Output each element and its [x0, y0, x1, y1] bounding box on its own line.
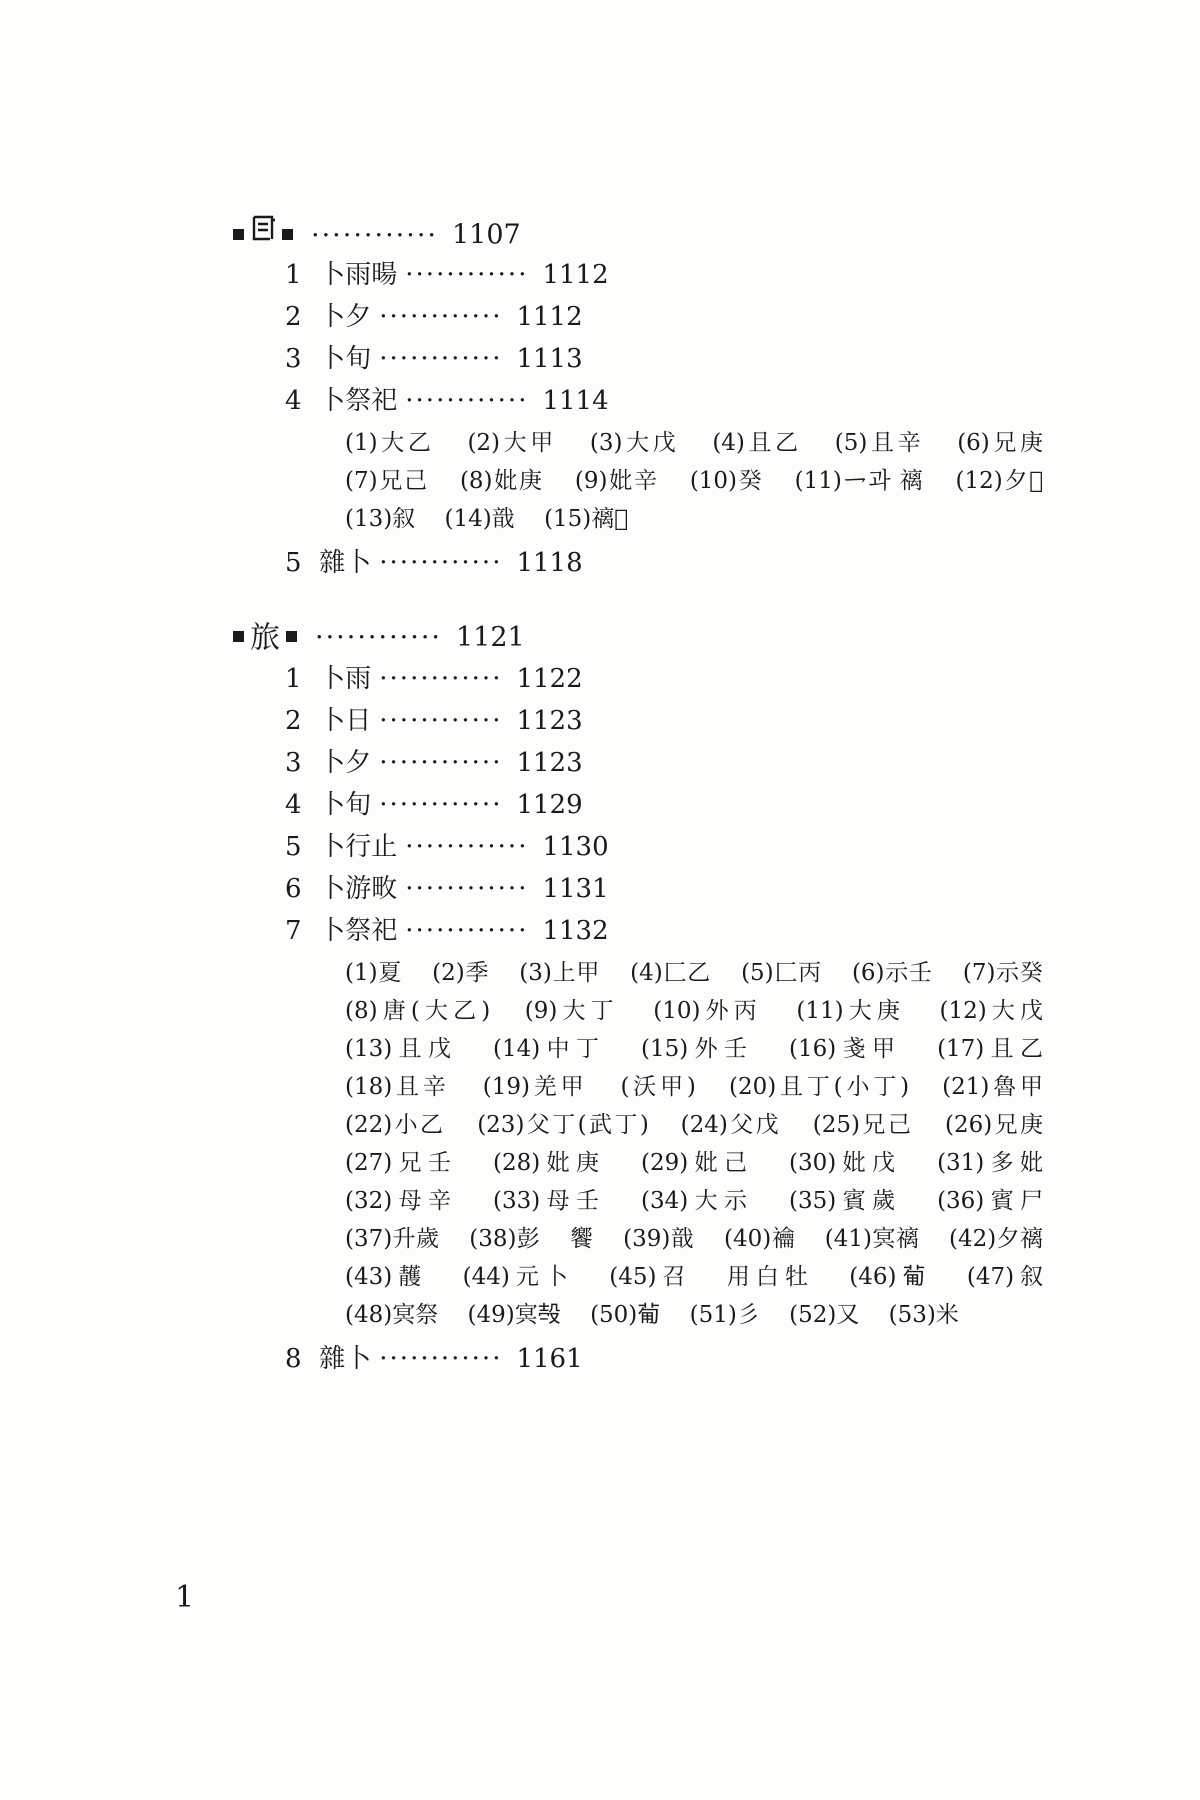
- subitem: (1)大乙: [345, 430, 435, 456]
- subitem: (26)兄庚: [945, 1112, 1044, 1138]
- leader-dots: ············: [315, 622, 442, 653]
- toc-entry: 4 卜旬 ············ 1129: [285, 790, 583, 820]
- subitem: (14)中丁: [493, 1036, 606, 1062]
- bullet-square-icon: [233, 631, 244, 642]
- bullet-square-icon: [233, 229, 244, 240]
- subitem: (6)兄庚: [957, 430, 1044, 456]
- subitem: (40)禴: [723, 1226, 796, 1252]
- subitem: (14)戠: [444, 506, 515, 532]
- subitem: (9)妣辛: [574, 468, 659, 494]
- section-page: 1107: [452, 219, 521, 251]
- subitem: (48)㝠祭: [345, 1302, 439, 1328]
- subitem: (23)父丁(武丁): [477, 1112, 649, 1138]
- subitem: (34)大示: [641, 1188, 754, 1214]
- subitem: (2)大甲: [467, 430, 557, 456]
- subitem: (45)召: [609, 1264, 692, 1290]
- toc-entry: 2 卜日 ············ 1123: [285, 706, 583, 736]
- subitem: (42)夕䄜: [948, 1226, 1044, 1252]
- subitem: (30)妣戊: [789, 1150, 902, 1176]
- subitem: (22)小乙: [345, 1112, 446, 1138]
- subitem: 用白牡: [726, 1264, 814, 1290]
- subitem-list: [233, 954, 1093, 1334]
- subitem: (7)示癸: [962, 960, 1043, 986]
- bullet-square-icon: [286, 631, 297, 642]
- subitem: (18)且辛: [345, 1074, 450, 1100]
- subitem: (9)大丁: [524, 998, 619, 1024]
- toc-entry: 6 卜游畋 ············ 1131: [285, 874, 609, 904]
- subitem: (4)且乙: [712, 430, 802, 456]
- subitem: (沃甲): [620, 1074, 696, 1100]
- section-title: 旅: [250, 620, 280, 656]
- subitem: (8)妣庚: [459, 468, 544, 494]
- subitem: (3)大戊: [589, 430, 680, 456]
- subitem: (2)季: [432, 960, 490, 986]
- subitem: (37)升歲: [345, 1226, 440, 1252]
- section-page: 1121: [456, 622, 525, 653]
- subitem: (21)魯甲: [942, 1074, 1044, 1100]
- subitem: (7)兄己: [345, 468, 429, 494]
- subitem: (50)𤰈: [590, 1302, 661, 1328]
- subitem: (16)戔甲: [789, 1036, 902, 1062]
- subitem: (27)兄壬: [345, 1150, 458, 1176]
- toc-entry: 3 卜夕 ············ 1123: [285, 748, 583, 778]
- subitem: (6)示壬: [851, 960, 933, 986]
- subitem: (39)戠: [623, 1226, 695, 1252]
- subitem: (8)唐(大乙): [345, 998, 491, 1024]
- subitem: (10)外丙: [653, 998, 762, 1024]
- bullet-square-icon: [282, 229, 293, 240]
- section-1: [233, 214, 1093, 584]
- subitem: (35)賓歲: [789, 1188, 902, 1214]
- subitem: (47)叙: [966, 1264, 1044, 1290]
- toc-entry: 5 卜行止 ············ 1130: [285, 832, 609, 862]
- subitem: (3)上甲: [519, 960, 601, 986]
- subitem: (43)䨼: [345, 1264, 428, 1290]
- subitem: (46)𤰈: [849, 1264, 932, 1290]
- subitem: (31)多妣: [937, 1150, 1044, 1176]
- toc-entry: 7 卜祭祀 ············ 1132: [285, 916, 609, 946]
- subitem: (24)父戊: [680, 1112, 782, 1138]
- subitem: (41)㝠䄜: [824, 1226, 920, 1252]
- leader-dots: ············: [311, 219, 438, 251]
- toc-entry: 8 雜卜 ············ 1161: [285, 1344, 583, 1374]
- subitem: (19)羌甲: [482, 1074, 588, 1100]
- subitem: (10)癸: [689, 468, 764, 494]
- subitem: 饗: [570, 1226, 594, 1252]
- subitem: (49)㝠𣪊: [467, 1302, 561, 1328]
- section-heading: [233, 618, 1093, 658]
- subitem: (20)且丁(小丁): [729, 1074, 910, 1100]
- subitem: (53)米: [888, 1302, 959, 1328]
- subitem: (36)賓尸: [937, 1188, 1044, 1214]
- toc-entry: 2 卜夕 ············ 1112: [285, 302, 583, 332]
- subitem: (1)夏: [345, 960, 403, 986]
- subitem: (12)夕𡧊: [955, 468, 1044, 494]
- subitem: (17)且乙: [937, 1036, 1044, 1062]
- subitem: (44)元卜: [462, 1264, 574, 1290]
- section-2: [233, 618, 1093, 1380]
- subitem: (15)外壬: [641, 1036, 754, 1062]
- subitem: (29)妣己: [641, 1150, 754, 1176]
- page-number: 1: [175, 1580, 195, 1615]
- subitem: (13)且戊: [345, 1036, 458, 1062]
- subitem: (32)母辛: [345, 1188, 458, 1214]
- subitem: (28)妣庚: [493, 1150, 606, 1176]
- toc-entry: 1 卜雨 ············ 1122: [285, 664, 583, 694]
- subitem: (11)𪛙과 䄜: [794, 468, 925, 494]
- toc-entry: 3 卜旬 ············ 1113: [285, 344, 583, 374]
- subitem: (38)彭: [469, 1226, 541, 1252]
- subitem: (25)兄己: [812, 1112, 914, 1138]
- subitem: (5)匚丙: [741, 960, 822, 986]
- subitem: (13)叙: [345, 506, 416, 532]
- section-heading: [233, 214, 1093, 254]
- subitem: (51)彡: [689, 1302, 760, 1328]
- subitem: (4)匚乙: [630, 960, 711, 986]
- subitem: (33)母壬: [493, 1188, 606, 1214]
- toc-entry: 1 卜雨暘 ············ 1112: [285, 260, 609, 290]
- subitem: (12)大戊: [939, 998, 1044, 1024]
- subitem: (15)䄜𥙨: [544, 506, 629, 532]
- subitem-list: [233, 424, 1093, 538]
- subitem: (11)大庚: [796, 998, 906, 1024]
- section-glyph-icon: [250, 214, 276, 254]
- toc-entry: 4 卜祭祀 ············ 1114: [285, 386, 609, 416]
- subitem: (52)又: [789, 1302, 860, 1328]
- subitem: (5)且辛: [834, 430, 925, 456]
- toc-entry: 5 雜卜 ············ 1118: [285, 548, 583, 578]
